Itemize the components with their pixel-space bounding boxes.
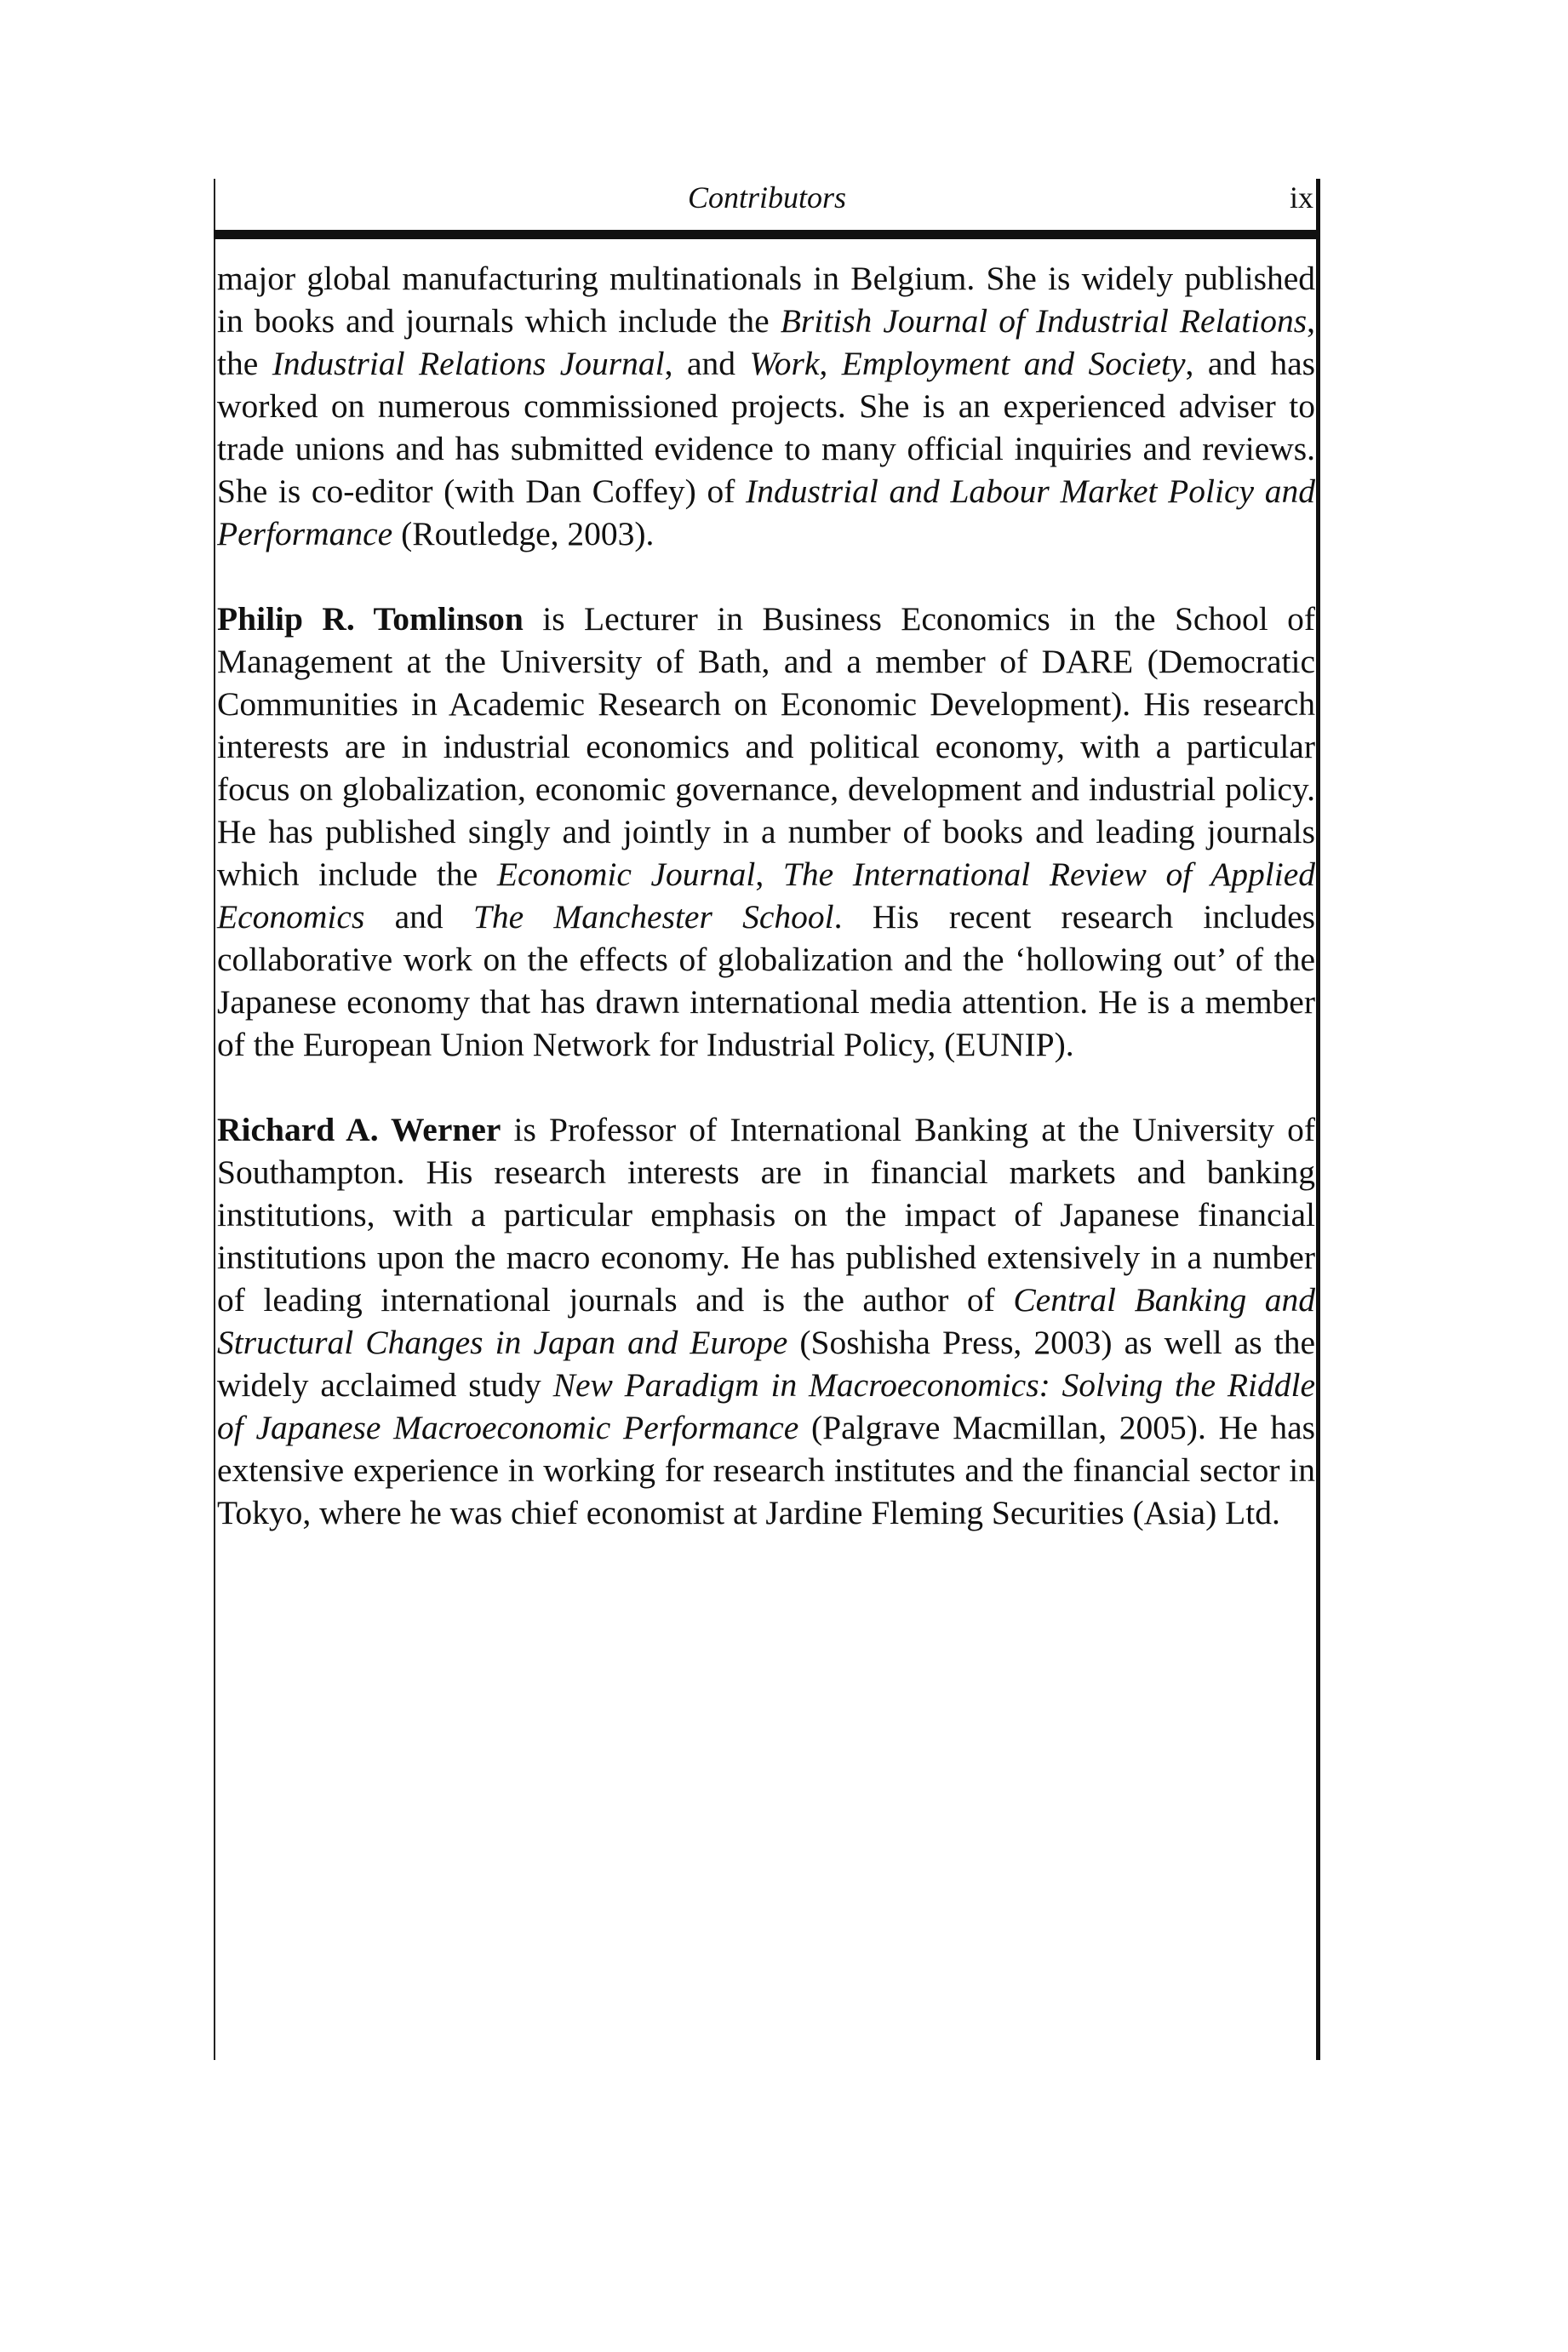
entry-text: . His recent research includes collaborative work on the effects of globalization and the ‘hollowing out’ of the Japanese economy that has drawn international media attention. He is a member of the European Union Network for Industrial Policy, (EUNIP). xyxy=(217,898,1315,1063)
contributors-text xyxy=(217,257,1315,1534)
entry-text: , and has worked on numerous commissioned projects. She is an experienced adviser to trade unions and has submitted evidence to many official inquiries and reviews. She is co-editor (with Dan Coffey) of xyxy=(217,345,1316,510)
contributor-name: Richard A. Werner xyxy=(217,1111,501,1148)
entry-text: , the xyxy=(217,302,1315,382)
contributor-entry-continued xyxy=(217,257,1315,555)
entry-text: (Palgrave Macmillan, 2005). He has extensive experience in working for research institutes and the financial sector in Tokyo, where he was chief economist at Jardine Fleming Securities (Asia) Ltd. xyxy=(217,1409,1315,1531)
page-number: ix xyxy=(1289,180,1313,215)
entry-text: is Professor of International Banking at the University of Southampton. His research interests are in financial markets and banking institutions, with a particular emphasis on the impact of Japanese financial institutions upon the macro economy. He has published extensively in a number of leading international journals and is the author of xyxy=(217,1111,1315,1319)
running-head xyxy=(214,179,1320,230)
left-margin-rule xyxy=(214,179,215,2060)
page-frame xyxy=(214,179,1320,2060)
journal-title: British Journal of Industrial Relations xyxy=(780,302,1308,340)
entry-text: (Routledge, 2003). xyxy=(392,515,655,552)
entry-text: , and xyxy=(664,345,750,382)
contributor-entry-tomlinson xyxy=(217,598,1315,1066)
contributor-entry-werner xyxy=(217,1108,1315,1534)
journal-title: The International Review of Applied Economics xyxy=(217,856,1315,936)
book-title: Industrial and Labour Market Policy and Performance xyxy=(217,472,1315,552)
right-margin-rule xyxy=(1316,179,1320,2060)
contributor-name: Philip R. Tomlinson xyxy=(217,600,524,638)
running-head-title: Contributors xyxy=(687,180,847,215)
journal-title: Work, Employment and Society xyxy=(749,345,1186,382)
entry-text: is Lecturer in Business Economics in the School of Management at the University of Bath, and a member of DARE (Democratic Communities in Academic Research on Economic Development). His research interests are in industrial economics and political economy, with a particular focus on globalization, economic governance, development and industrial policy. He has published singly and jointly in a number of books and leading journals which include the xyxy=(217,600,1316,893)
book-title: Central Banking and Structural Changes in Japan and Europe xyxy=(217,1281,1315,1361)
journal-title: Economic Journal xyxy=(496,856,756,893)
journal-title: Industrial Relations Journal xyxy=(272,345,665,382)
book-title: New Paradigm in Macroeconomics: Solving the Riddle of Japanese Macroeconomic Performance xyxy=(217,1366,1315,1446)
entry-text: major global manufacturing multinationals in Belgium. She is widely published in books and journals which include the xyxy=(217,260,1315,340)
header-rule xyxy=(214,230,1320,239)
entry-text: and xyxy=(364,898,473,936)
entry-text: , xyxy=(755,856,783,893)
entry-text: (Soshisha Press, 2003) as well as the widely acclaimed study xyxy=(217,1324,1315,1404)
journal-title: The Manchester School xyxy=(472,898,834,936)
